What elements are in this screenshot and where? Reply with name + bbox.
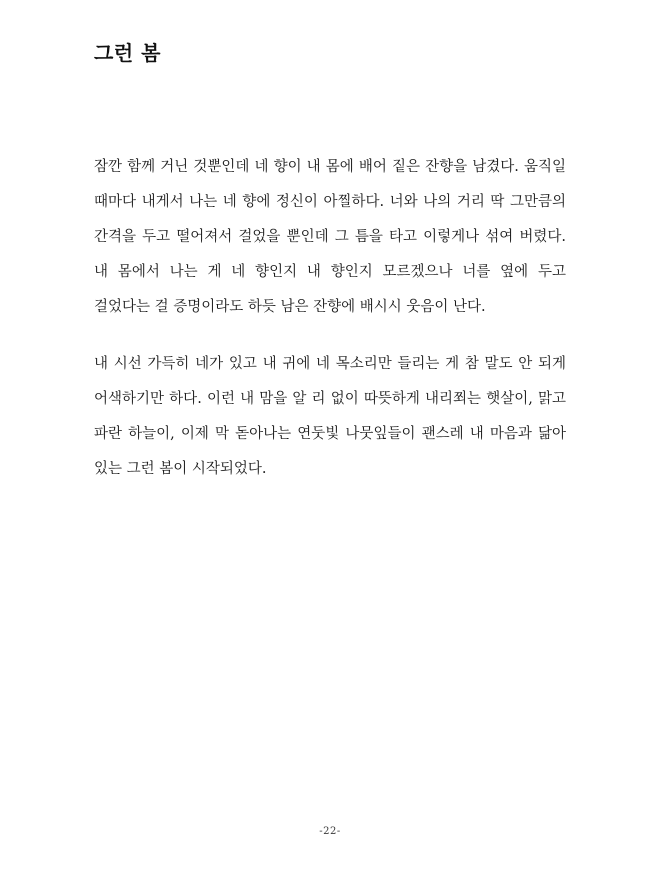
paragraph: 잠깐 함께 거닌 것뿐인데 네 향이 내 몸에 배어 짙은 잔향을 남겼다. 움직일 때마다 내게서 나는 네 향에 정신이 아찔하다. 너와 나의 거리 딱 그만큼의 간격을 두고 떨어져서 걸었을 뿐인데 그 틈을 타고 이렇게나 섞여 버렸다. 내 몸에서 나는 게 네 향인지 내 향인지 모르겠으나 너를 옆에 두고 걸었다는 걸 증명이라도 하듯 남은 잔향에 배시시 웃음이 난다. [94,159,566,315]
body-text-area [94,150,566,487]
page-number: -22- [319,826,341,837]
paragraph: 내 시선 가득히 네가 있고 내 귀에 네 목소리만 들리는 게 참 말도 안 되게 어색하기만 하다. 이런 내 맘을 알 리 없이 따뜻하게 내리쬐는 햇살이, 맑고 파란 하늘이, 이제 막 돋아나는 연둣빛 나뭇잎들이 괜스레 내 마음과 닮아 있는 그런 봄이 시작되었다. [94,356,566,477]
page-title: 그런 봄 [94,41,161,66]
